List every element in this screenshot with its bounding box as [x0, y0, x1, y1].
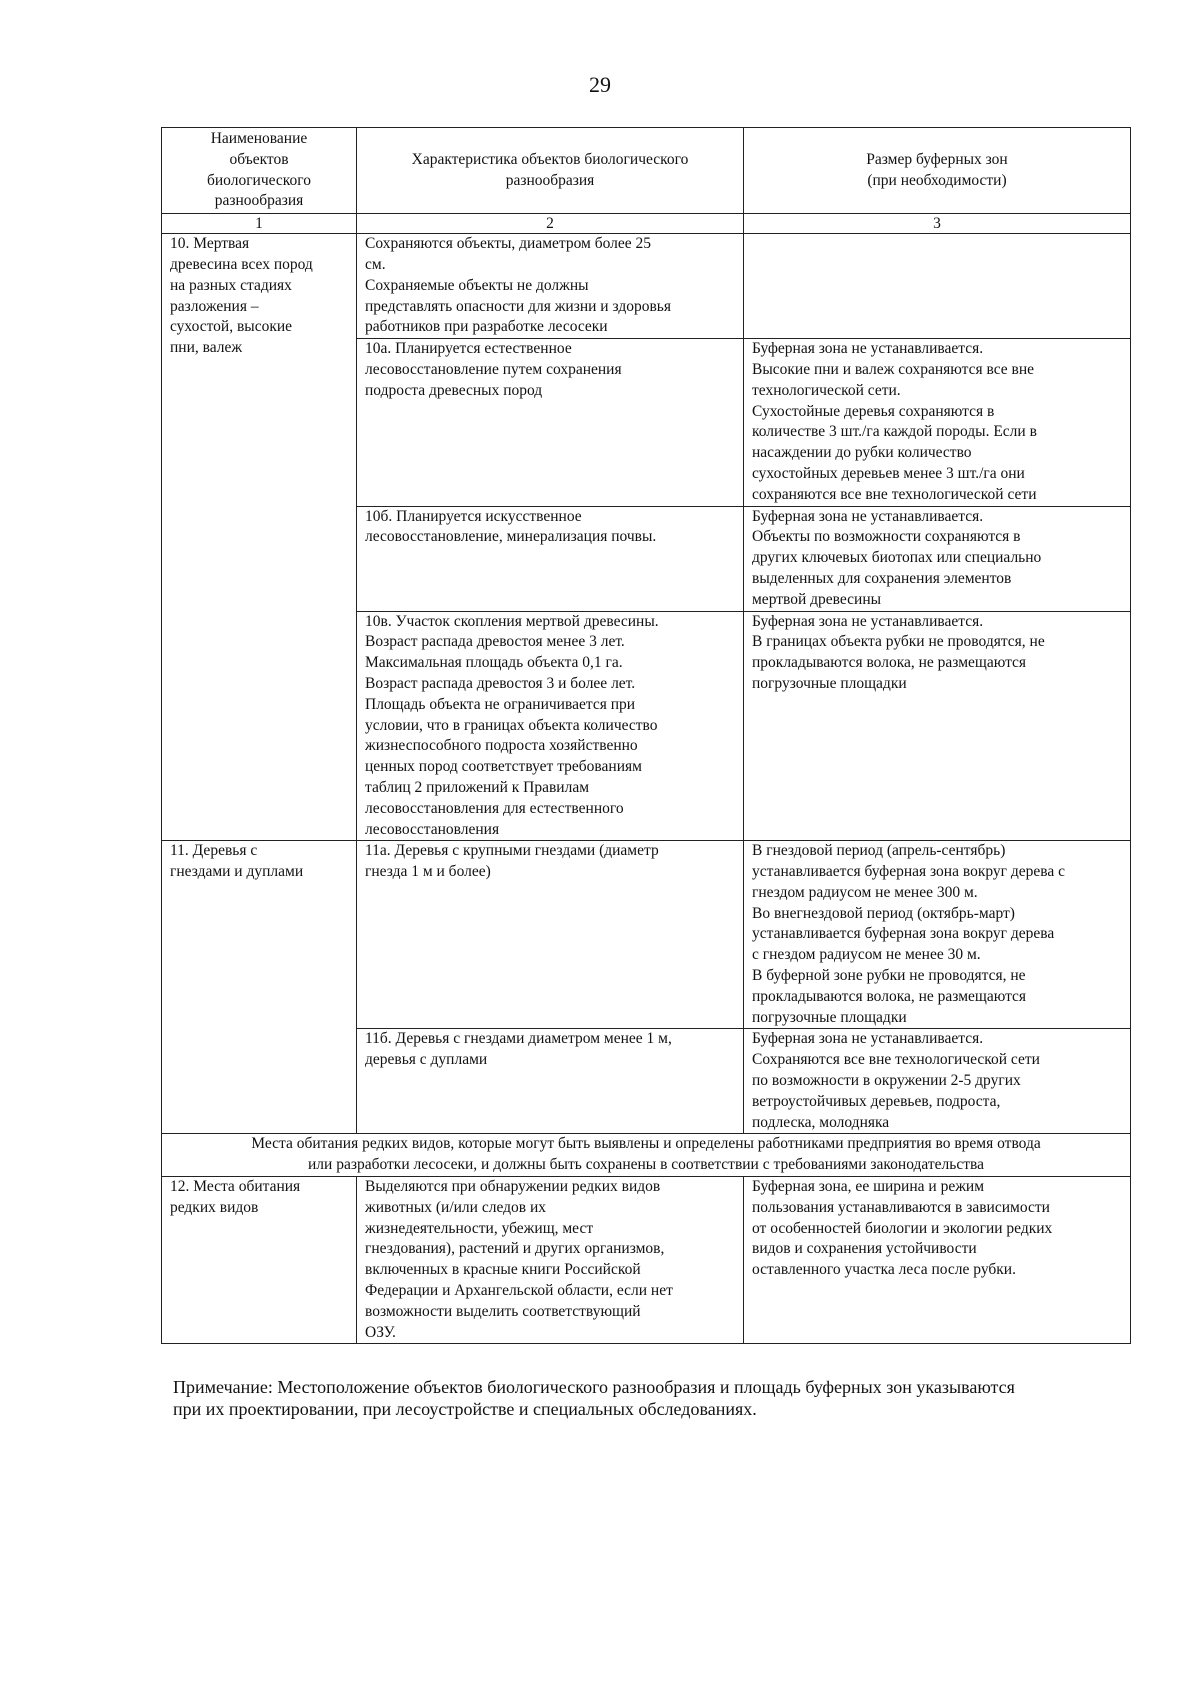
text-line: Объекты по возможности сохраняются в: [752, 528, 1021, 546]
text-line: 10б. Планируется искусственное: [365, 507, 582, 525]
text-line: В буферной зоне рубки не проводятся, не: [752, 967, 1026, 985]
table-row: [162, 234, 1131, 339]
buffer-cell: [744, 339, 1131, 506]
text-line: гнездами и дуплами: [170, 863, 304, 881]
text-line: Высокие пни и валеж сохраняются все вне: [752, 360, 1035, 378]
text-line: лесовосстановление путем сохранения: [365, 360, 622, 378]
text-line: на разных стадиях: [170, 276, 292, 294]
buffer-cell: [744, 841, 1131, 1029]
text-line: разложения –: [170, 297, 259, 315]
text-line: жизнедеятельности, убежищ, мест: [365, 1219, 594, 1237]
text-line: устанавливается буферная зона вокруг дерева: [752, 925, 1055, 943]
text-line: Сохраняются все вне технологической сети: [752, 1051, 1040, 1069]
section-heading-row: [162, 1134, 1131, 1177]
text-line: Сухостойные деревья сохраняются в: [752, 402, 995, 420]
section-heading: [162, 1134, 1131, 1177]
text-line: Буферная зона, ее ширина и режим: [752, 1178, 985, 1196]
text-line: разнообразия: [505, 171, 595, 189]
text-line: ОЗУ.: [365, 1323, 396, 1341]
header-col-3: [744, 128, 1131, 214]
text-line: гнезда 1 м и более): [365, 863, 491, 881]
characteristic-cell: [357, 841, 744, 1029]
column-number-row: [162, 214, 1131, 234]
text-line: Размер буферных зон: [866, 150, 1008, 168]
buffer-cell: [744, 506, 1131, 611]
object-name-cell: [162, 1177, 357, 1344]
text-line: с гнездом радиусом не менее 30 м.: [752, 946, 981, 964]
text-line: гнездования), растений и других организмов,: [365, 1240, 665, 1258]
text-line: древесина всех пород: [170, 255, 313, 273]
text-line: 12. Места обитания: [170, 1178, 301, 1196]
text-line: Возраст распада древостоя 3 и более лет.: [365, 674, 636, 692]
text-line: Сохраняемые объекты не должны: [365, 276, 589, 294]
header-row: [162, 128, 1131, 214]
text-line: см.: [365, 255, 386, 273]
text-line: прокладываются волока, не размещаются: [752, 987, 1027, 1005]
text-line: сухостойных деревьев менее 3 шт./га они: [752, 464, 1025, 482]
text-line: Максимальная площадь объекта 0,1 га.: [365, 654, 623, 672]
text-line: пользования устанавливаются в зависимости: [752, 1198, 1050, 1216]
footnote: [173, 1376, 1133, 1420]
text-line: жизнеспособного подроста хозяйственно: [365, 737, 638, 755]
text-line: насаждении до рубки количество: [752, 444, 972, 462]
text-line: от особенностей биологии и экологии редких: [752, 1219, 1053, 1237]
text-line: мертвой древесины: [752, 590, 882, 608]
table-row: [162, 1177, 1131, 1344]
text-line: включенных в красные книги Российской: [365, 1261, 641, 1279]
text-line: сухостой, высокие: [170, 318, 293, 336]
text-line: В границах объекта рубки не проводятся, не: [752, 633, 1045, 651]
buffer-cell: [744, 1029, 1131, 1134]
text-line: Федерации и Архангельской области, если нет: [365, 1282, 673, 1300]
text-line: ценных пород соответствует требованиям: [365, 758, 642, 776]
text-line: биологического: [206, 171, 312, 189]
text-line: ветроустойчивых деревьев, подроста,: [752, 1092, 1001, 1110]
text-line: Примечание: Местоположение объектов биологического разнообразия и площадь буферных зон указываются: [173, 1377, 1015, 1397]
text-line: подроста древесных пород: [365, 381, 543, 399]
text-line: Площадь объекта не ограничивается при: [365, 695, 636, 713]
text-line: погрузочные площадки: [752, 1008, 907, 1026]
object-name-cell: [162, 234, 357, 841]
buffer-cell: [744, 611, 1131, 841]
text-line: представлять опасности для жизни и здоровья: [365, 297, 671, 315]
text-line: таблиц 2 приложений к Правилам: [365, 778, 590, 796]
text-line: Буферная зона не устанавливается.: [752, 612, 984, 630]
text-line: Сохраняются объекты, диаметром более 25: [365, 235, 652, 253]
text-line: лесовосстановление, минерализация почвы.: [365, 528, 657, 546]
text-line: разнообразия: [214, 192, 304, 210]
text-line: Возраст распада древостоя менее 3 лет.: [365, 633, 625, 651]
text-line: Наименование: [210, 130, 308, 147]
text-line: Буферная зона не устанавливается.: [752, 507, 984, 525]
column-number: 3: [744, 214, 1131, 234]
column-number: 2: [357, 214, 744, 234]
text-line: 11а. Деревья с крупными гнездами (диаметр: [365, 842, 659, 860]
text-line: Во внегнездовой период (октябрь-март): [752, 904, 1015, 922]
text-line: оставленного участка леса после рубки.: [752, 1261, 1016, 1279]
text-line: Характеристика объектов биологического: [411, 150, 689, 168]
text-line: подлеска, молодняка: [752, 1113, 890, 1131]
text-line: или разработки лесосеки, и должны быть сохранены в соответствии с требованиями законодательства: [308, 1156, 984, 1174]
buffer-cell: [744, 1177, 1131, 1344]
header-col-1: [162, 128, 357, 214]
text-line: работников при разработке лесосеки: [365, 318, 608, 336]
characteristic-cell: [357, 1029, 744, 1134]
text-line: гнездом радиусом не менее 300 м.: [752, 883, 978, 901]
text-line: 10а. Планируется естественное: [365, 340, 572, 358]
text-line: выделенных для сохранения элементов: [752, 569, 1012, 587]
text-line: (при необходимости): [867, 171, 1007, 189]
text-line: Буферная зона не устанавливается.: [752, 1030, 984, 1048]
text-line: сохраняются все вне технологической сети: [752, 485, 1037, 503]
text-line: лесовосстановления: [365, 820, 500, 838]
buffer-cell: [744, 234, 1131, 339]
text-line: Места обитания редких видов, которые могут быть выявлены и определены работниками предприятия во время отвода: [251, 1135, 1041, 1153]
text-line: погрузочные площадки: [752, 674, 907, 692]
text-line: технологической сети.: [752, 381, 901, 399]
text-line: возможности выделить соответствующий: [365, 1302, 641, 1320]
text-line: В гнездовой период (апрель-сентябрь): [752, 842, 1006, 860]
text-line: 11б. Деревья с гнездами диаметром менее 1 м,: [365, 1030, 672, 1048]
header-col-2: [357, 128, 744, 214]
object-name-cell: [162, 841, 357, 1134]
text-line: 11. Деревья с: [170, 842, 258, 860]
text-line: деревья с дуплами: [365, 1051, 488, 1069]
characteristic-cell: [357, 1177, 744, 1344]
text-line: объектов: [229, 150, 289, 168]
text-line: животных (и/или следов их: [365, 1198, 546, 1216]
text-line: количестве 3 шт./га каждой породы. Если в: [752, 423, 1037, 441]
biodiversity-table: [161, 127, 1131, 1344]
text-line: других ключевых биотопах или специально: [752, 549, 1042, 567]
text-line: условии, что в границах объекта количество: [365, 716, 658, 734]
text-line: видов и сохранения устойчивости: [752, 1240, 977, 1258]
text-line: редких видов: [170, 1198, 259, 1216]
text-line: пни, валеж: [170, 339, 243, 357]
text-line: Буферная зона не устанавливается.: [752, 340, 984, 358]
characteristic-cell: [357, 234, 744, 339]
column-number: 1: [162, 214, 357, 234]
table-row: [162, 841, 1131, 1029]
characteristic-cell: [357, 611, 744, 841]
text-line: устанавливается буферная зона вокруг дерева с: [752, 863, 1066, 881]
text-line: 10в. Участок скопления мертвой древесины.: [365, 612, 659, 630]
text-line: лесовосстановления для естественного: [365, 799, 624, 817]
text-line: прокладываются волока, не размещаются: [752, 654, 1027, 672]
characteristic-cell: [357, 339, 744, 506]
page-number: 29: [589, 72, 611, 97]
text-line: при их проектировании, при лесоустройстве и специальных обследованиях.: [173, 1399, 757, 1419]
text-line: Выделяются при обнаружении редких видов: [365, 1178, 661, 1196]
text-line: 10. Мертвая: [170, 235, 250, 253]
characteristic-cell: [357, 506, 744, 611]
text-line: по возможности в окружении 2-5 других: [752, 1072, 1021, 1090]
